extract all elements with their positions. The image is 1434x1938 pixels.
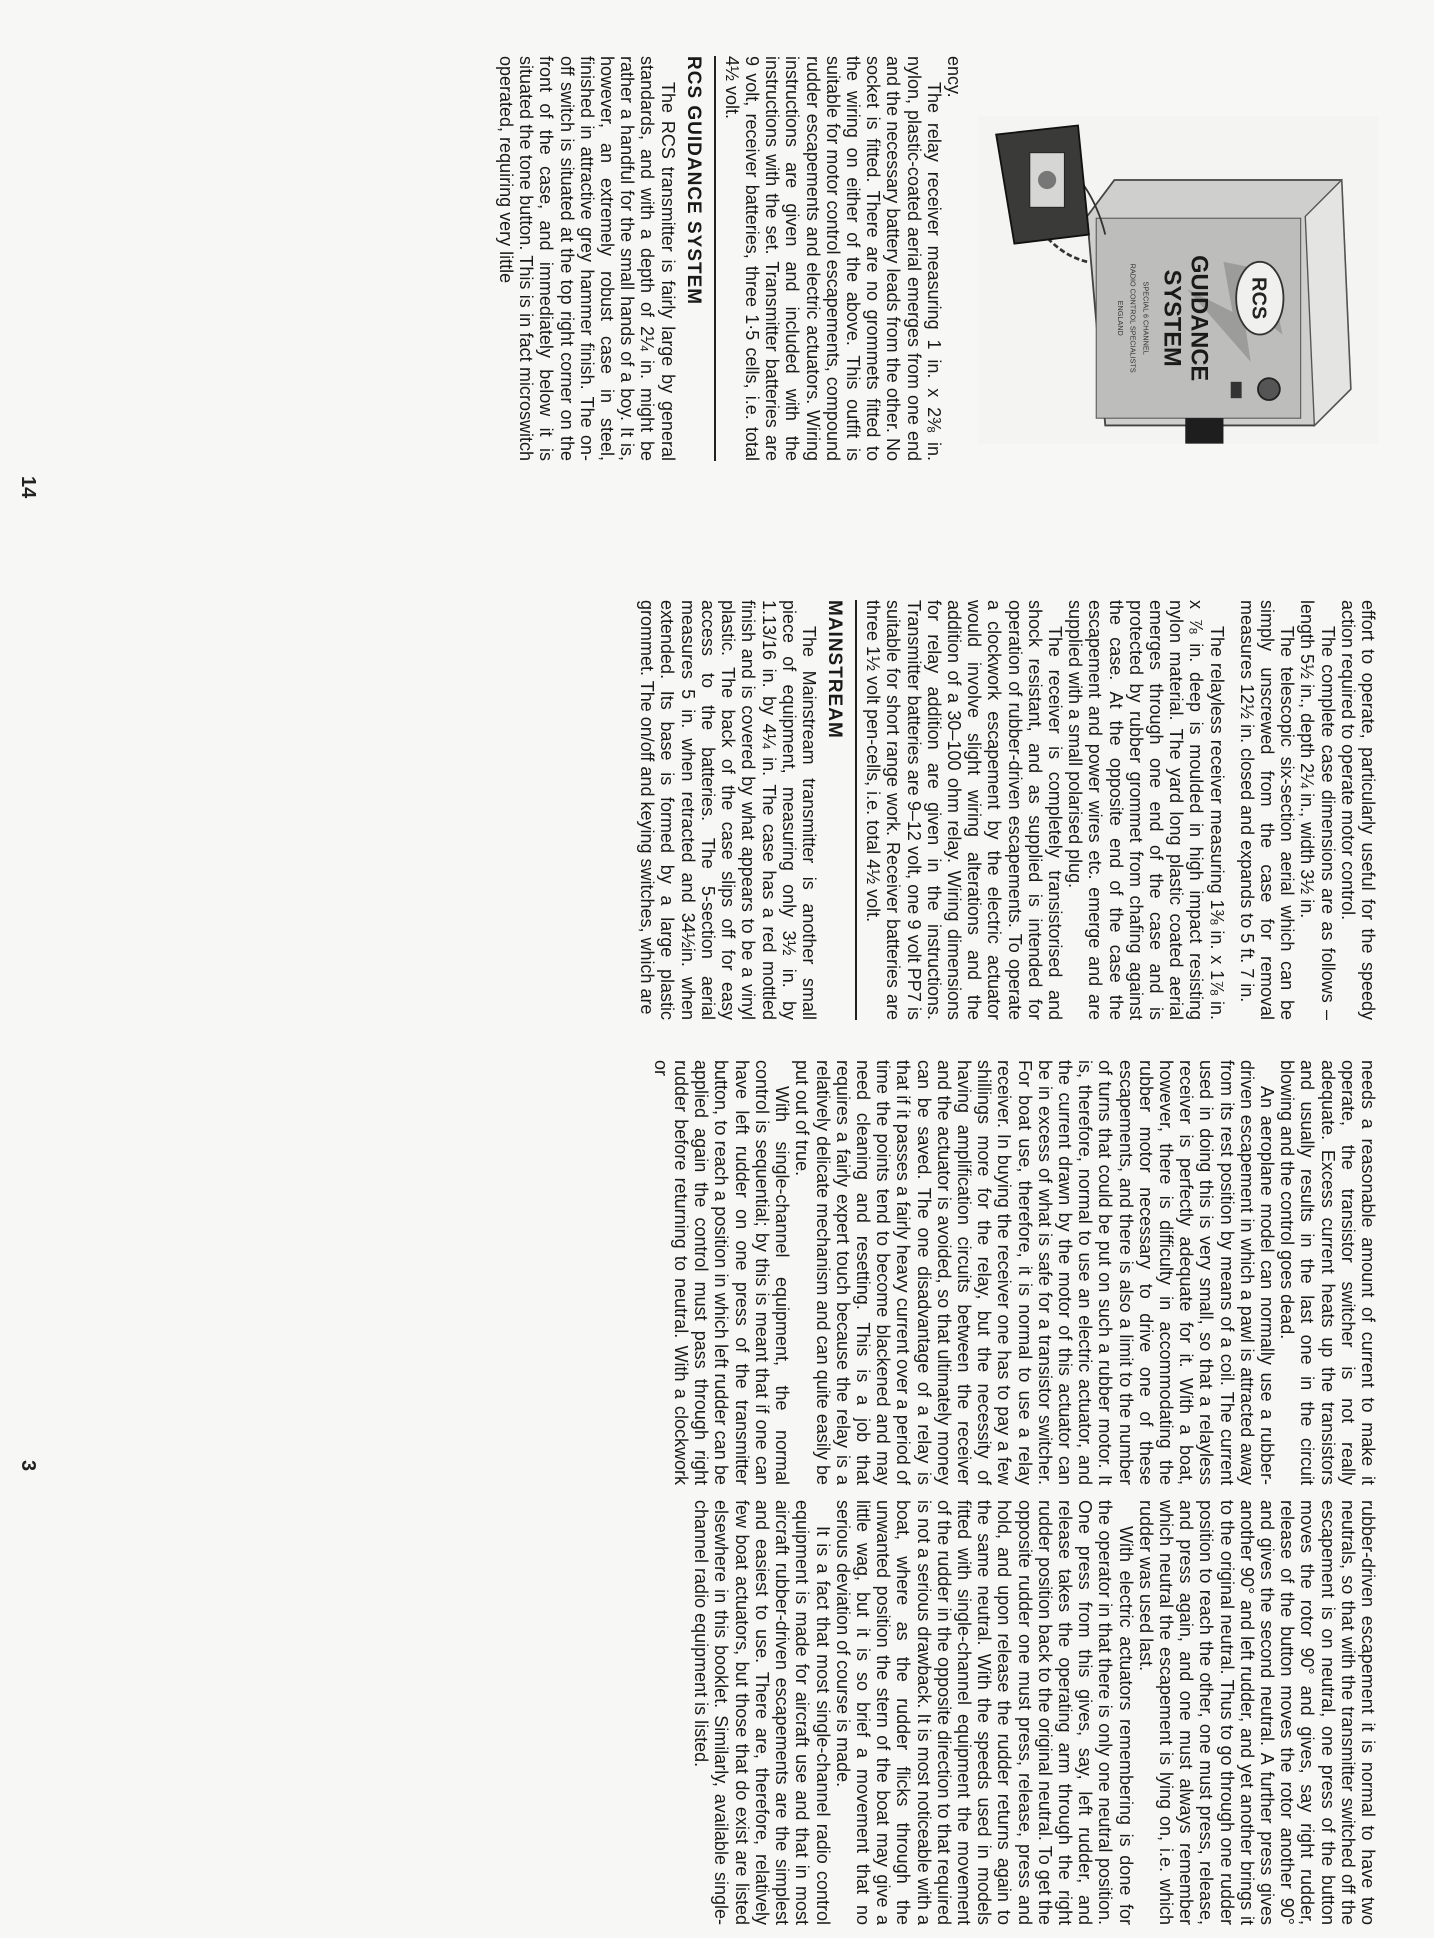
case-label-system: SYSTEM bbox=[1158, 269, 1185, 367]
case-small-2: RADIO CONTROL SPECIALISTS bbox=[1128, 263, 1138, 373]
case-label-guidance: GUIDANCE bbox=[1185, 255, 1212, 382]
paragraph: rubber-driven escapement it is normal to have two neutrals, so that with the transmitter switched off the escapement is on neutral, one press of the button moves the rotor 90° and gives, say right rudder, release of the button moves the rotor another 90° and gives the second neutral. A further press gives another 90° and left rudder, and yet another brings it to the original neutral. Thus to go through one rudder position to reach the other, one must press, release, and press again, and one must always remember which neutral the escapement is lying on, i.e. which rudder was used last. bbox=[1135, 1500, 1378, 1925]
paragraph: It is a fact that most single-channel radio control equipment is made for aircraft use and that in most aircraft rubber-driven escapements are the simplest and easiest to use. There are, therefore, relatively few boat actuators, but those that do exist are listed elsewhere in this booklet. Similarly, available single-channel radio equipment is listed. bbox=[691, 1500, 833, 1925]
paragraph: With electric actuators remembering is done for the operator in that there is only one neutral position. One press from this gives, say, left rudder, and release takes the operating arm through the right rudder position back to the original neutral. To get the opposite rudder one must press, release, press and hold, and upon release the rudder returns again to the same neutral. With the speeds used in models fitted with single-channel equipment the movement of the rudder in the opposite direction to that required is not a serious drawback. It is most noticeable with a boat, where as the rudder flicks through the unwanted position the stern of the boat may give a little wag, but it is so brief a movement that no serious deviation of course is made. bbox=[832, 1500, 1136, 1925]
switch-knob-icon bbox=[1258, 378, 1280, 400]
paragraph: The relayless receiver measuring 1⅜ in. x 1⅞ in. x ⅞ in. deep is moulded in high impact resisting nylon material. The yard long plastic coated aerial emerges through one end of the case and is protected by rubber grommet from chafing against the case. At the opposite end of the case the escapement and power wires etc. emerge and are supplied with a small polarised plug. bbox=[1065, 600, 1227, 1020]
paragraph: The telescopic six-section aerial which can be simply unscrewed from the case for removal measures 12½ in. closed and expands to 5 ft. 7 in. bbox=[1236, 600, 1298, 1020]
page-number-right: 3 bbox=[17, 1460, 39, 1472]
paragraph: With single-channel equipment, the normal control is sequential; by this is meant that if one can have left rudder on one press of the transmitter button, to reach a position in which left rudder can be applied again the control must pass through right rudder before returning to neutral. With a clockwork or bbox=[650, 1060, 793, 1485]
section-heading-rcs-guidance-system: RCS GUIDANCE SYSTEM bbox=[682, 56, 716, 461]
paragraph: needs a reasonable amount of current to make it operate, the transistor switcher is not really adequate. Excess current heats up the transistors and usually results in the last one in the circuit blowing and the control goes dead. bbox=[1277, 1060, 1378, 1485]
paragraph: The complete case dimensions are as follows – length 5½ in., depth 2¼ in., width 3½ in. bbox=[1297, 600, 1338, 1020]
paragraph: An aeroplane model can normally use a rubber-driven escapement in which a pawl is attracted away from its rest position by means of a coil. The current used in doing this is very small, so that a relayless receiver is perfectly adequate for it. With a boat, however, there is difficulty in accommodating the rubber motor necessary to drive one of these escapements, and there is also a limit to the number of turns that could be put on such a rubber motor. It is, therefore, normal to use an electric actuator, and the current drawn by the motor of this actuator can be in excess of what is safe for a transistor switcher. For boat use, therefore, it is normal to use a relay receiver. In buying the receiver one has to pay a few shillings more for the relay, but the necessity of having amplification circuits between the receiver and the actuator is avoided, so that ultimately money can be saved. The one disadvantage of a relay is that if it passes a fairly heavy current over a period of time the points tend to become blackened and may need cleaning and resetting. This is a job that requires a fairly expert touch because the relay is a relatively delicate mechanism and can quite easily be put out of true. bbox=[792, 1060, 1277, 1485]
right-page-column-2 bbox=[691, 1500, 1378, 1925]
left-col1 bbox=[64, 56, 964, 461]
left-page-column-2 bbox=[637, 600, 1378, 1020]
paragraph: effort to operate, particularly useful for the speedy action required to operate motor control. bbox=[1337, 600, 1378, 1020]
paragraph: The relay receiver measuring 1 in. x 2⅜ in. nylon, plastic-coated aerial emerges from one end and the necessary battery leads from the other. No socket is fitted. There are no grommets fitted to the wiring on either of the above. This outfit is suitable for motor control escapements, compound rudder escapements and electric actuators. Wiring instructions are given and included with the instructions with the set. Transmitter batteries are 9 volt, receiver batteries, three 1·5 cells, i.e. total 4½ volt. bbox=[721, 56, 944, 461]
case-small-1: SPECIAL 6 CHANNEL bbox=[1141, 281, 1151, 355]
paragraph: The receiver is completely transistorised and shock resistant, and as supplied is intended for operation of rubber-driven escapements. To operate a clockwork escapement by the electric actuator would involve slight wiring alterations and the addition of a 30–100 ohm relay. Wiring dimensions for relay addition are given in the instructions. Transmitter batteries are 9–12 volt, one 9 volt PP7 is suitable for short range work. Receiver batteries are three 1½ volt pen-cells, i.e. total 4½ volt. bbox=[863, 600, 1065, 1020]
page-number-left: 14 bbox=[17, 476, 39, 499]
logo-text: RCS bbox=[1247, 277, 1270, 320]
paragraph: ency. bbox=[944, 56, 964, 98]
button-icon bbox=[1231, 382, 1242, 398]
paragraph: The Mainstream transmitter is another small piece of equipment, measuring only 3½ in. by 1.13/16 in. by 4¼ in. The case has a red mottled finish and is covered by what appears to be a vinyl plastic. The back of the case slips off for easy access to the batteries. The 5-section aerial measures 5 in. when retracted and 34½in. when extended. Its base is formed by a large plastic grommet. The on/off and keying switches, which are bbox=[637, 600, 819, 1020]
aerial-base-icon bbox=[1185, 418, 1223, 443]
right-page-column-1 bbox=[651, 1060, 1378, 1485]
product-photo bbox=[978, 90, 1378, 470]
paragraph: The RCS transmitter is fairly large by general standards, and with a depth of 2¼ in. might be rather a handful for the small hands of a boy. It is, however, an extremely robust case in steel, finished in attractive grey hammer finish. The on-off switch is situated at the top right corner on the front of the case, and immediately below it is situated the tone button. This is in fact microswitch operated, requiring very little bbox=[495, 56, 678, 461]
case-small-3: ENGLAND bbox=[1116, 300, 1125, 336]
transmitter-receiver-photo bbox=[978, 90, 1378, 470]
section-heading-mainstream: MAINSTREAM bbox=[823, 600, 857, 1020]
